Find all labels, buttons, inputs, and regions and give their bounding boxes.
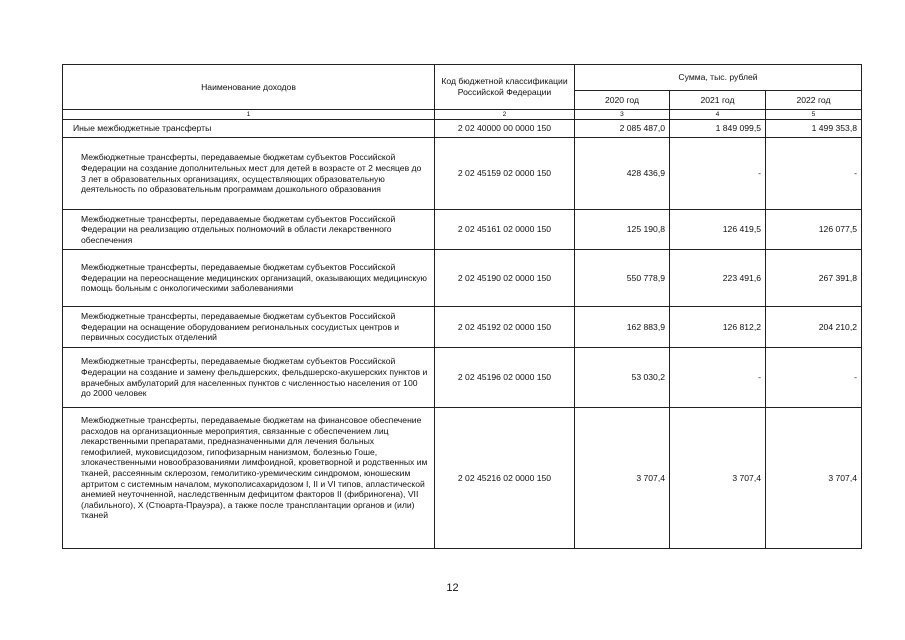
header-year-2022: 2022 год (766, 91, 862, 110)
row-value-2022: 3 707,4 (766, 408, 862, 549)
row-name: Межбюджетные трансферты, передаваемые бюджетам субъектов Российской Федерации на переоснащение медицинских организаций, оказывающих медицинскую помощь больным с онкологическими заболеваниями (63, 250, 435, 307)
row-value-2021: - (670, 138, 766, 210)
revenue-table (62, 64, 862, 549)
row-code: 2 02 40000 00 0000 150 (435, 120, 575, 138)
row-value-2021: - (670, 348, 766, 408)
table-row (63, 120, 862, 138)
header-year-2020: 2020 год (575, 91, 670, 110)
column-number: 2 (435, 110, 575, 120)
page-number: 12 (446, 582, 459, 594)
row-code: 2 02 45216 02 0000 150 (435, 408, 575, 549)
row-value-2022: - (766, 138, 862, 210)
table-row (63, 210, 862, 250)
table-row (63, 138, 862, 210)
row-value-2021: 3 707,4 (670, 408, 766, 549)
row-name: Межбюджетные трансферты, передаваемые бюджетам субъектов Российской Федерации на оснащение оборудованием региональных сосудистых центров и первичных сосудистых отделений (63, 307, 435, 348)
row-value-2020: 162 883,9 (575, 307, 670, 348)
row-code: 2 02 45190 02 0000 150 (435, 250, 575, 307)
row-name: Иные межбюджетные трансферты (63, 120, 435, 138)
row-value-2021: 223 491,6 (670, 250, 766, 307)
header-sum-group: Сумма, тыс. рублей (575, 65, 862, 91)
row-value-2022: - (766, 348, 862, 408)
row-value-2020: 53 030,2 (575, 348, 670, 408)
header-name-column: Наименование доходов (63, 65, 435, 110)
column-number: 1 (63, 110, 435, 120)
row-value-2020: 125 190,8 (575, 210, 670, 250)
column-number-row (63, 110, 862, 120)
row-value-2022: 267 391,8 (766, 250, 862, 307)
row-code: 2 02 45159 02 0000 150 (435, 138, 575, 210)
row-name: Межбюджетные трансферты, передаваемые бюджетам субъектов Российской Федерации на реализацию отдельных полномочий в области лекарственного обеспечения (63, 210, 435, 250)
table-row (63, 307, 862, 348)
header-code-column: Код бюджетной классификации Российской Федерации (435, 65, 575, 110)
row-name: Межбюджетные трансферты, передаваемые бюджетам субъектов Российской Федерации на создание дополнительных мест для детей в возрасте от 2 месяцев до 3 лет в образовательных организациях, осуществляющих образовательную деятельность по образовательным программам дошкольного образования (63, 138, 435, 210)
row-value-2022: 204 210,2 (766, 307, 862, 348)
row-value-2020: 3 707,4 (575, 408, 670, 549)
table-row (63, 408, 862, 549)
column-number: 4 (670, 110, 766, 120)
row-value-2020: 2 085 487,0 (575, 120, 670, 138)
header-year-2021: 2021 год (670, 91, 766, 110)
row-code: 2 02 45196 02 0000 150 (435, 348, 575, 408)
column-number: 3 (575, 110, 670, 120)
row-code: 2 02 45161 02 0000 150 (435, 210, 575, 250)
row-name: Межбюджетные трансферты, передаваемые бюджетам субъектов Российской Федерации на создание и замену фельдшерских, фельдшерско-акушерских пунктов и врачебных амбулаторий для населенных пунктов с численностью населения от 100 до 2000 человек (63, 348, 435, 408)
row-value-2021: 126 419,5 (670, 210, 766, 250)
row-value-2020: 428 436,9 (575, 138, 670, 210)
row-value-2022: 1 499 353,8 (766, 120, 862, 138)
row-value-2021: 126 812,2 (670, 307, 766, 348)
row-code: 2 02 45192 02 0000 150 (435, 307, 575, 348)
row-value-2021: 1 849 099,5 (670, 120, 766, 138)
row-value-2022: 126 077,5 (766, 210, 862, 250)
table-row (63, 250, 862, 307)
table-row (63, 348, 862, 408)
column-number: 5 (766, 110, 862, 120)
row-value-2020: 550 778,9 (575, 250, 670, 307)
row-name: Межбюджетные трансферты, передаваемые бюджетам на финансовое обеспечение расходов на организационные мероприятия, связанные с обеспечением лиц лекарственными препаратами, предназначенными для лечения больных гемофилией, муковисцидозом, гипофизарным нанизмом, болезнью Гоше, злокачественными новообразованиями лимфоидной, кроветворной и родственных им тканей, рассеянным склерозом, гемолитико-уремическим синдромом, юношеским артритом с системным началом, мукополисахаридозом I, II и VI типов, апластической анемией неуточненной, наследственным дефицитом факторов II (фибриногена), VII (лабильного), X (Стюарта-Прауэра), а также после трансплантации органов и (или) тканей (63, 408, 435, 549)
